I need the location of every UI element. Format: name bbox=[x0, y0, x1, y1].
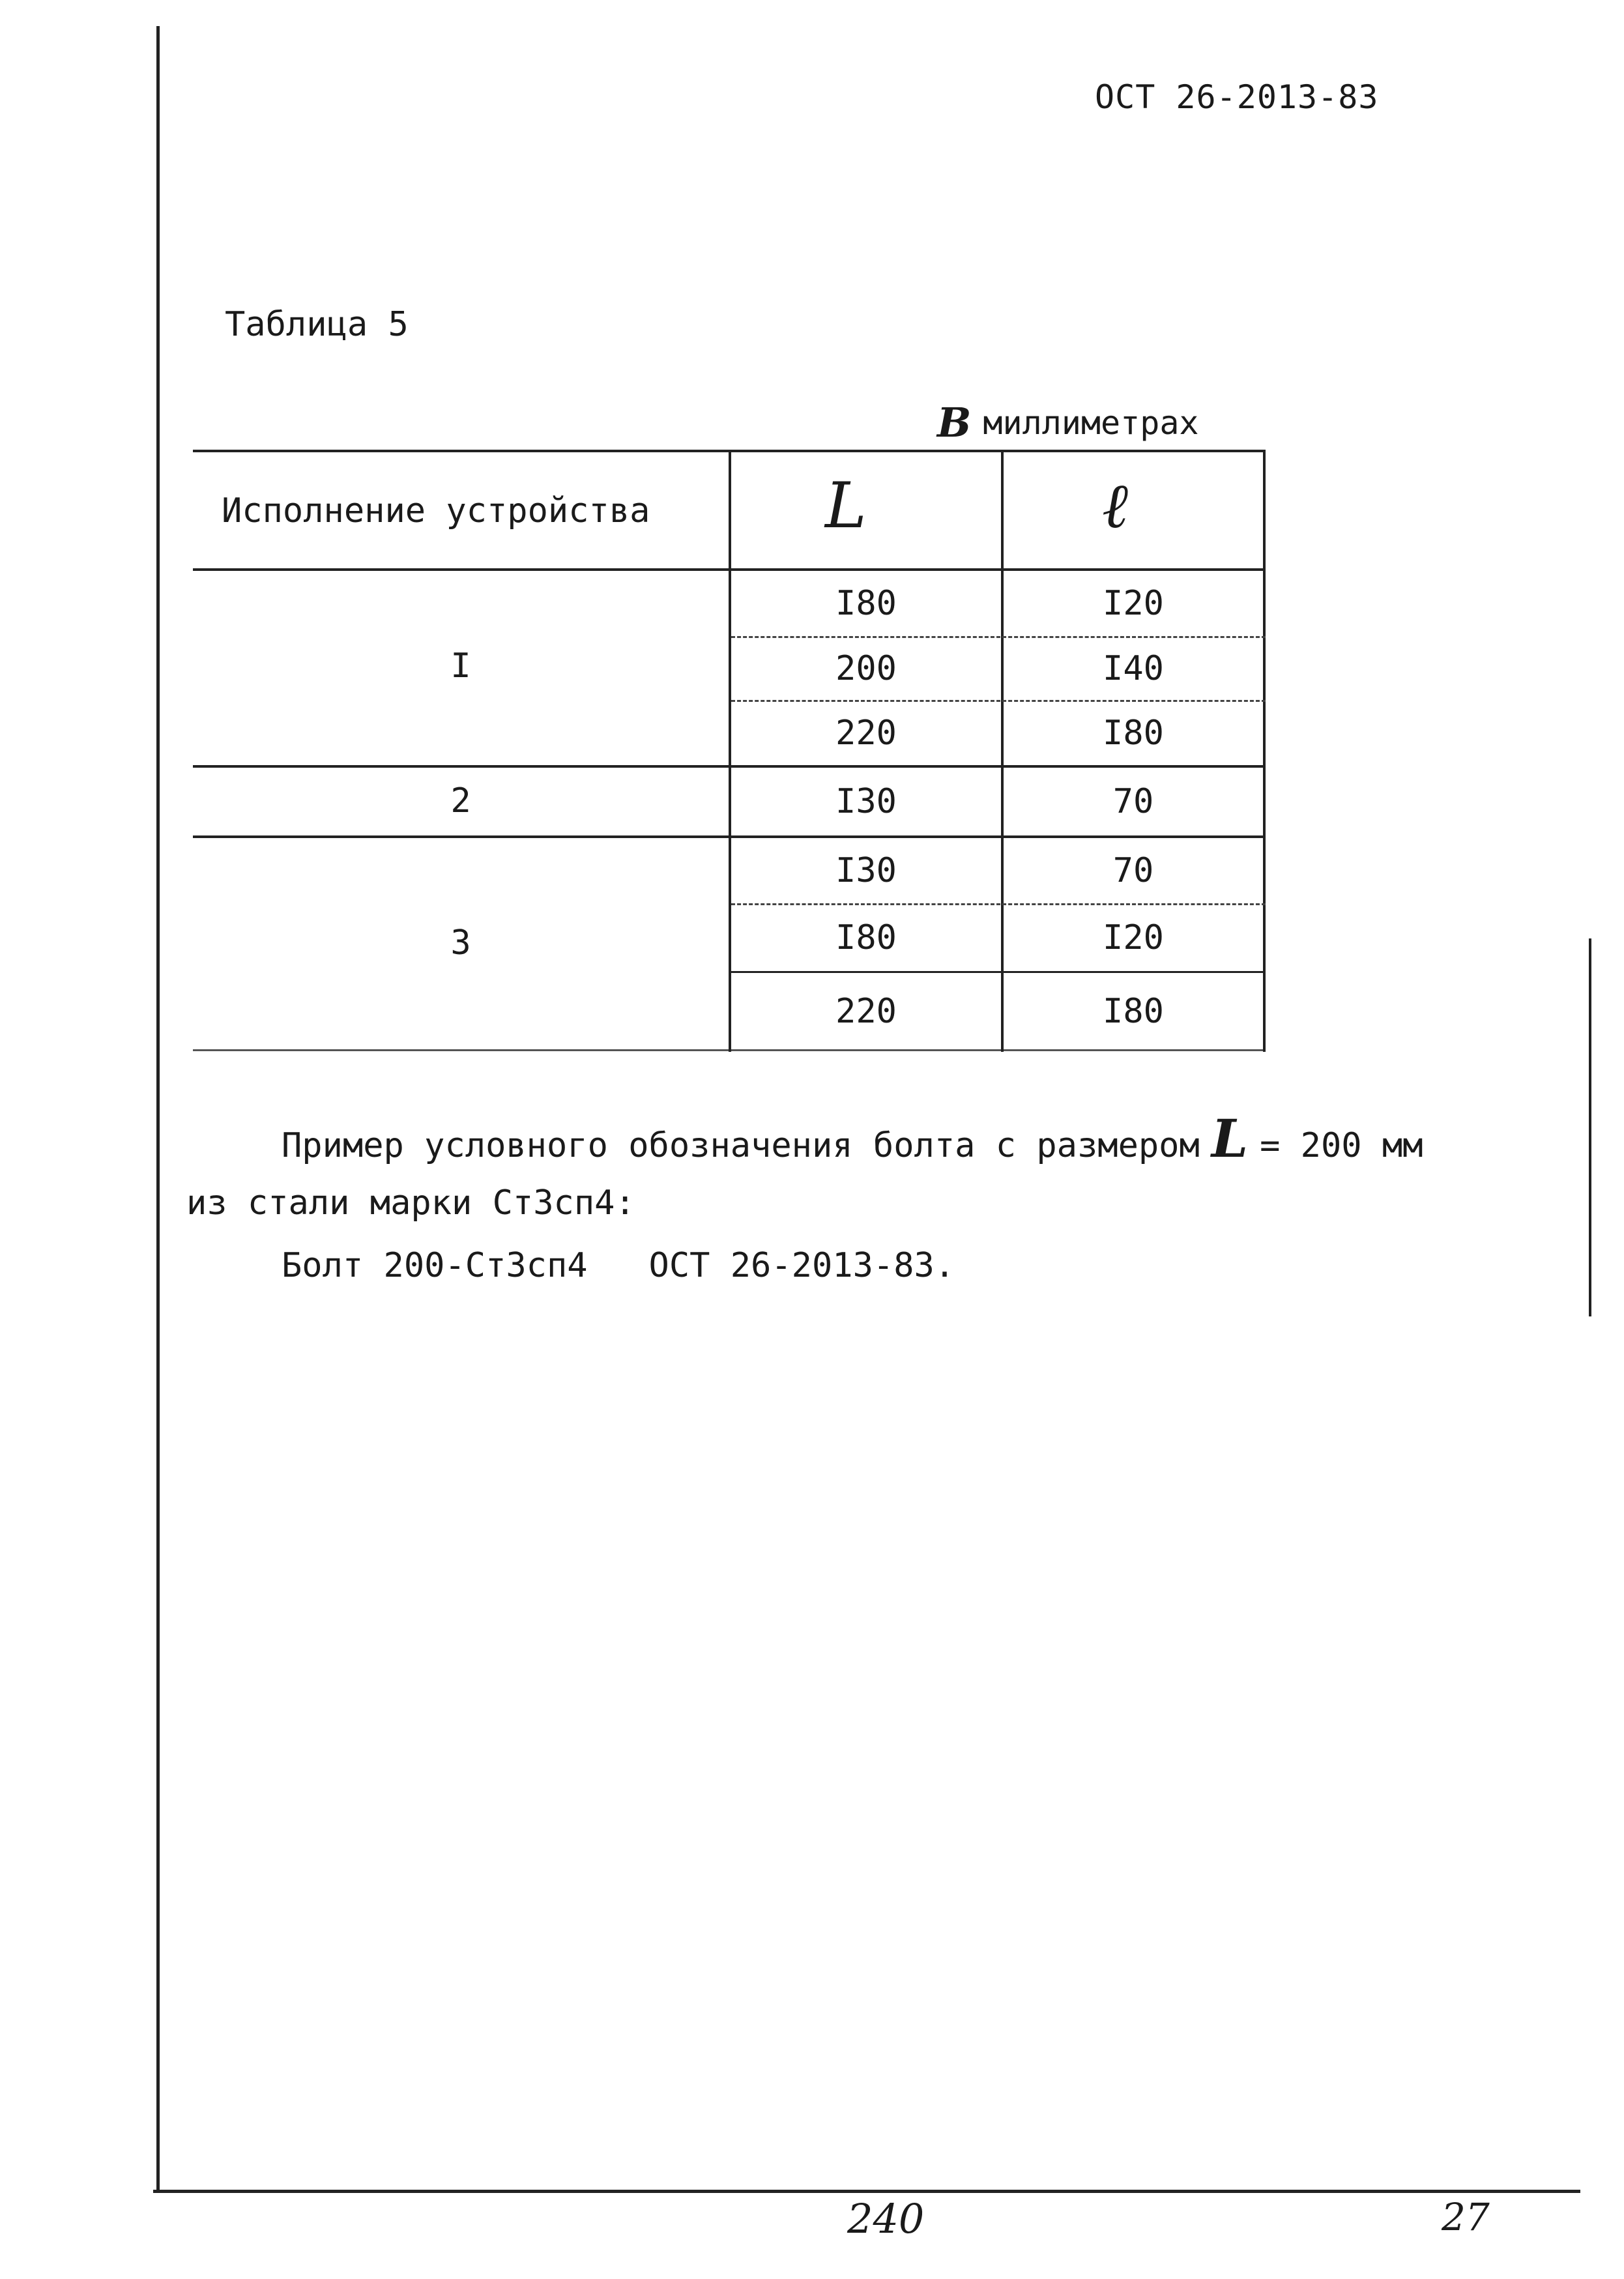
example-text: Пример условного обозначения болта с размером bbox=[282, 1126, 1200, 1165]
example-dimension: = 200 мм bbox=[1260, 1126, 1423, 1165]
table-cell: 220 bbox=[835, 992, 897, 1031]
right-margin-rule bbox=[1589, 938, 1591, 1316]
group-label-2: 2 bbox=[450, 781, 471, 820]
header-length-L: L bbox=[825, 469, 867, 542]
table-cell: I80 bbox=[835, 584, 897, 623]
header-length-l: ℓ bbox=[1102, 469, 1128, 542]
table-cell: I40 bbox=[1103, 649, 1164, 688]
table-cell: I30 bbox=[835, 851, 897, 890]
units-note bbox=[937, 399, 1199, 446]
group-label-1: I bbox=[450, 646, 471, 686]
table-cell: 220 bbox=[835, 714, 897, 753]
table-cell: 200 bbox=[835, 649, 897, 688]
bottom-margin-rule bbox=[153, 2190, 1580, 2193]
table-cell: I20 bbox=[1103, 918, 1164, 957]
units-prefix: В bbox=[937, 399, 972, 446]
table-cell: I80 bbox=[1103, 992, 1164, 1031]
example-designation: Болт 200-Ст3сп4 ОСТ 26-2013-83. bbox=[282, 1246, 955, 1285]
example-symbol-L: L bbox=[1211, 1108, 1249, 1169]
document-code: ОСТ 26-2013-83 bbox=[1095, 78, 1379, 116]
table-cell: I20 bbox=[1103, 584, 1164, 623]
table-cell: 70 bbox=[1112, 782, 1154, 821]
table-cell: 70 bbox=[1112, 851, 1154, 890]
example-paragraph-line-2: из стали марки Ст3сп4: bbox=[186, 1183, 635, 1223]
table-cell: I80 bbox=[835, 918, 897, 957]
dimensions-table bbox=[193, 450, 1266, 1052]
group-label-3: 3 bbox=[450, 923, 471, 963]
units-text: миллиметрах bbox=[983, 403, 1199, 442]
table-cell: I30 bbox=[835, 782, 897, 821]
left-margin-rule bbox=[156, 26, 160, 2190]
table-cell: I80 bbox=[1103, 714, 1164, 753]
header-execution: Исполнение устройства bbox=[222, 491, 650, 530]
page-number-center: 240 bbox=[847, 2195, 925, 2243]
page-number-right: 27 bbox=[1442, 2195, 1490, 2239]
table-caption: Таблица 5 bbox=[225, 305, 409, 344]
example-paragraph-line-1 bbox=[282, 1108, 1423, 1169]
